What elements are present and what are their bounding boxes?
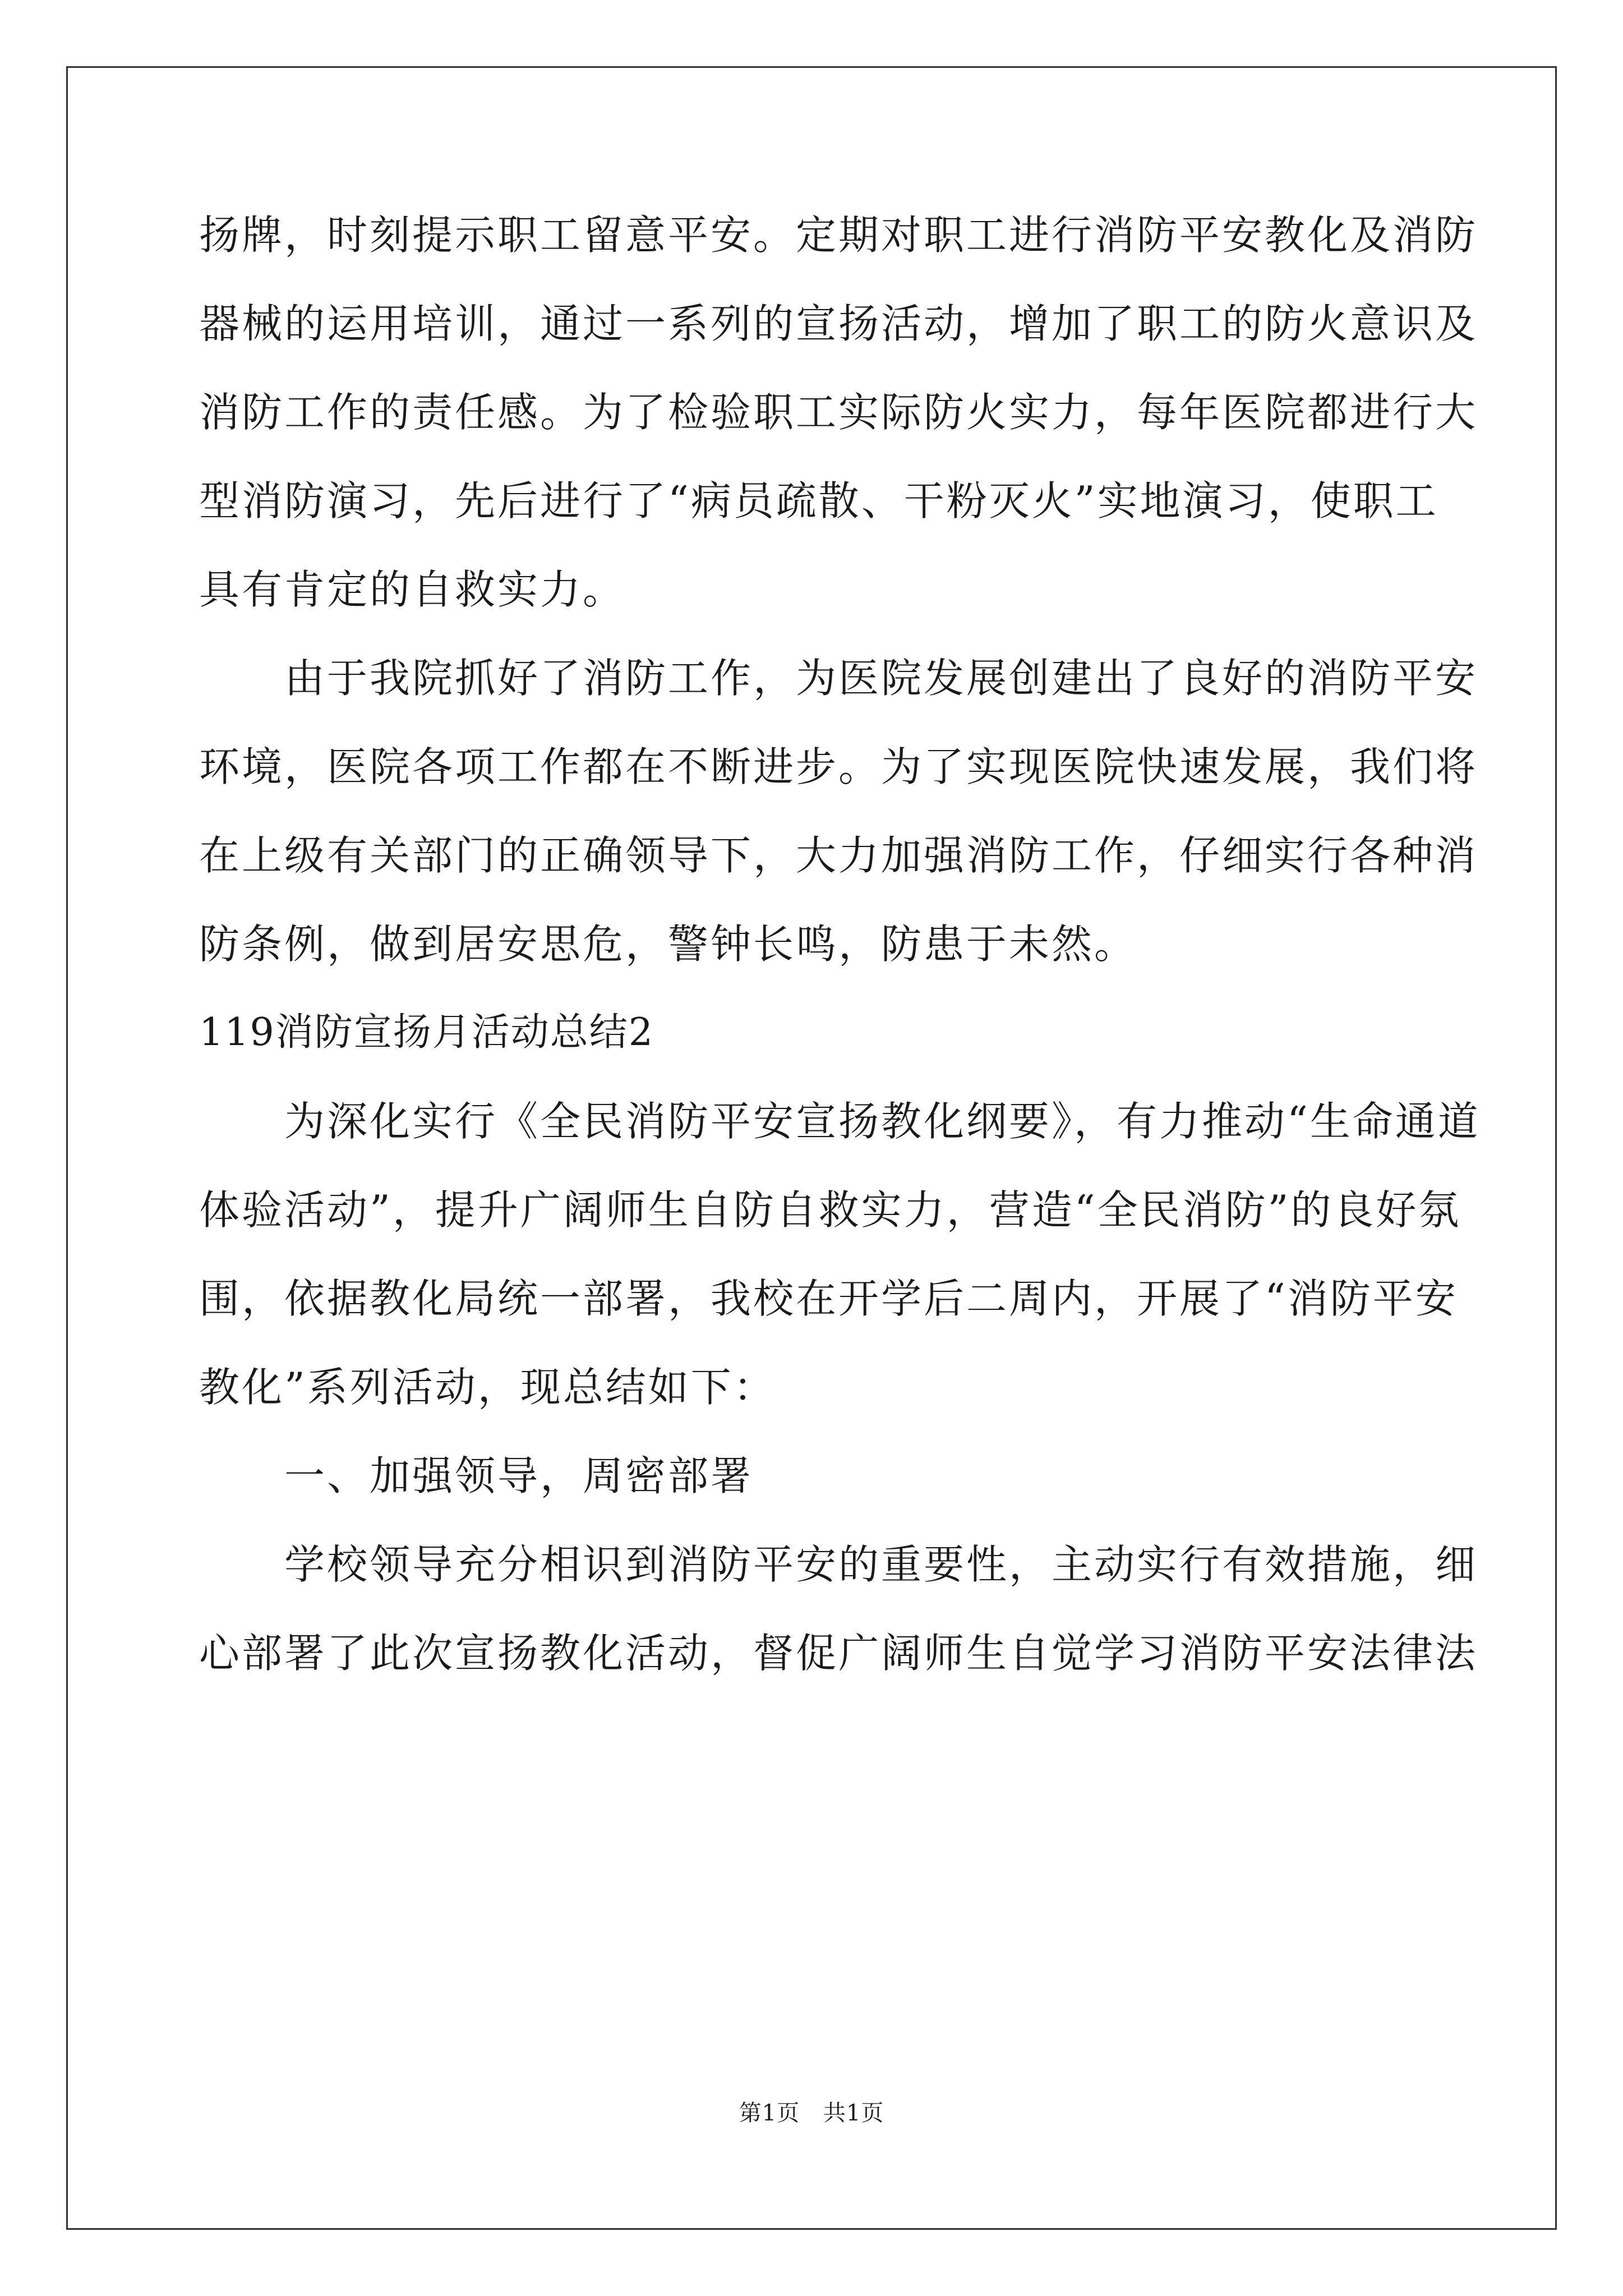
text-line: 在上级有关部门的正确领导下，大力加强消防工作，仔细实行各种消 bbox=[199, 832, 1478, 879]
document-body bbox=[199, 191, 1481, 1697]
page-footer bbox=[0, 2095, 1623, 2127]
text-line: 学校领导充分相识到消防平安的重要性，主动实行有效措施，细 bbox=[199, 1541, 1478, 1588]
text-line: 扬牌，时刻提示职工留意平安。定期对职工进行消防平安教化及消防 bbox=[199, 211, 1478, 259]
text-line: 心部署了此次宣扬教化活动，督促广阔师生自觉学习消防平安法律法 bbox=[199, 1630, 1478, 1677]
text-line: 为深化实行《全民消防平安宣扬教化纲要》，有力推动“生命通道 bbox=[199, 1098, 1481, 1145]
page-number: 第1页 bbox=[739, 2100, 800, 2126]
page-total: 共1页 bbox=[823, 2100, 884, 2126]
text-line: 教化”系列活动，现总结如下： bbox=[199, 1364, 776, 1411]
text-line: 体验活动”，提升广阔师生自防自救实力，营造“全民消防”的良好氛 bbox=[199, 1186, 1461, 1234]
text-line: 消防工作的责任感。为了检验职工实际防火实力，每年医院都进行大 bbox=[199, 389, 1478, 436]
section-title: 119消防宣扬月活动总结2 bbox=[199, 1010, 654, 1055]
text-line: 围，依据教化局统一部署，我校在开学后二周内，开展了“消防平安 bbox=[199, 1275, 1458, 1322]
text-line: 由于我院抓好了消防工作，为医院发展创建出了良好的消防平安 bbox=[199, 655, 1478, 702]
text-line: 防条例，做到居安思危，警钟长鸣，防患于未然。 bbox=[199, 921, 1137, 968]
text-line: 器械的运用培训，通过一系列的宣扬活动，增加了职工的防火意识及 bbox=[199, 300, 1478, 347]
text-line: 环境，医院各项工作都在不断进步。为了实现医院快速发展，我们将 bbox=[199, 743, 1478, 790]
text-line: 型消防演习，先后进行了“病员疏散、干粉灭火”实地演习，使职工 bbox=[199, 477, 1438, 524]
subheading: 一、加强领导，周密部署 bbox=[199, 1452, 754, 1499]
text-line: 具有肯定的自救实力。 bbox=[199, 566, 626, 613]
